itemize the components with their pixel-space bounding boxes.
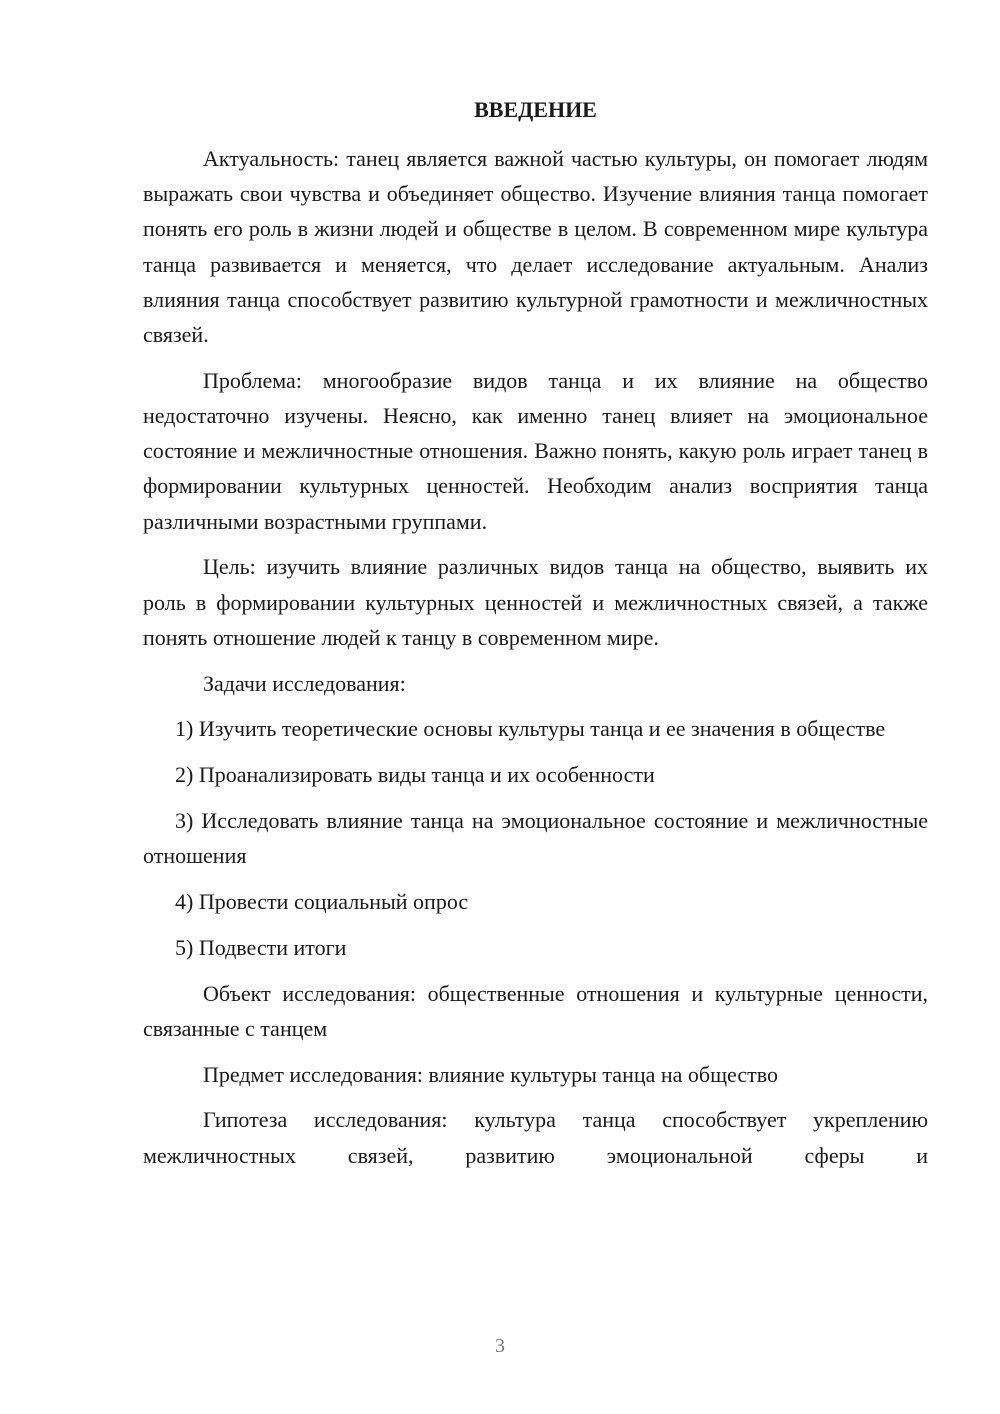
page-number: 3 [495, 1335, 505, 1357]
paragraph-tasks-heading: Задачи исследования: [203, 670, 406, 696]
paragraph-relevance: Актуальность: танец является важной частью культуры, он помогает людям выражать свои чувства и объединяет общество. Изучение влияния танца помогает понять его роль в жизни людей и обществе в целом. В современном мире культура танца развивается и меняется, что делает исследование актуальным. Анализ влияния танца способствует развитию культурной грамотности и межличностных связей. [143, 146, 928, 348]
section-title: ВВЕДЕНИЕ [474, 97, 597, 122]
task-item-3: 3) Исследовать влияние танца на эмоциональное состояние и межличностные отношения [143, 808, 928, 869]
task-item-1: 1) Изучить теоретические основы культуры танца и ее значения в обществе [175, 716, 886, 742]
body-text [143, 141, 928, 1183]
paragraph-hypothesis: Гипотеза исследования: культура танца способствует укреплению межличностных связей, развитию эмоциональной сферы и [143, 1107, 928, 1168]
task-item-5: 5) Подвести итоги [175, 934, 347, 960]
paragraph-problem: Проблема: многообразие видов танца и их влияние на общество недостаточно изучены. Неясно, как именно танец влияет на эмоциональное состояние и межличностные отношения. Важно понять, какую роль играет танец в формировании культурных ценностей. Необходим анализ восприятия танца различными возрастными группами. [143, 367, 928, 534]
task-item-4: 4) Провести социальный опрос [175, 889, 469, 915]
task-item-2: 2) Проанализировать виды танца и их особенности [175, 762, 655, 788]
paragraph-subject: Предмет исследования: влияние культуры танца на общество [203, 1061, 778, 1087]
paragraph-goal: Цель: изучить влияние различных видов танца на общество, выявить их роль в формировании культурных ценностей и межличностных связей, а также понять отношение людей к танцу в современном мире. [143, 554, 928, 650]
paragraph-object: Объект исследования: общественные отношения и культурные ценности, связанные с танцем [143, 980, 928, 1041]
